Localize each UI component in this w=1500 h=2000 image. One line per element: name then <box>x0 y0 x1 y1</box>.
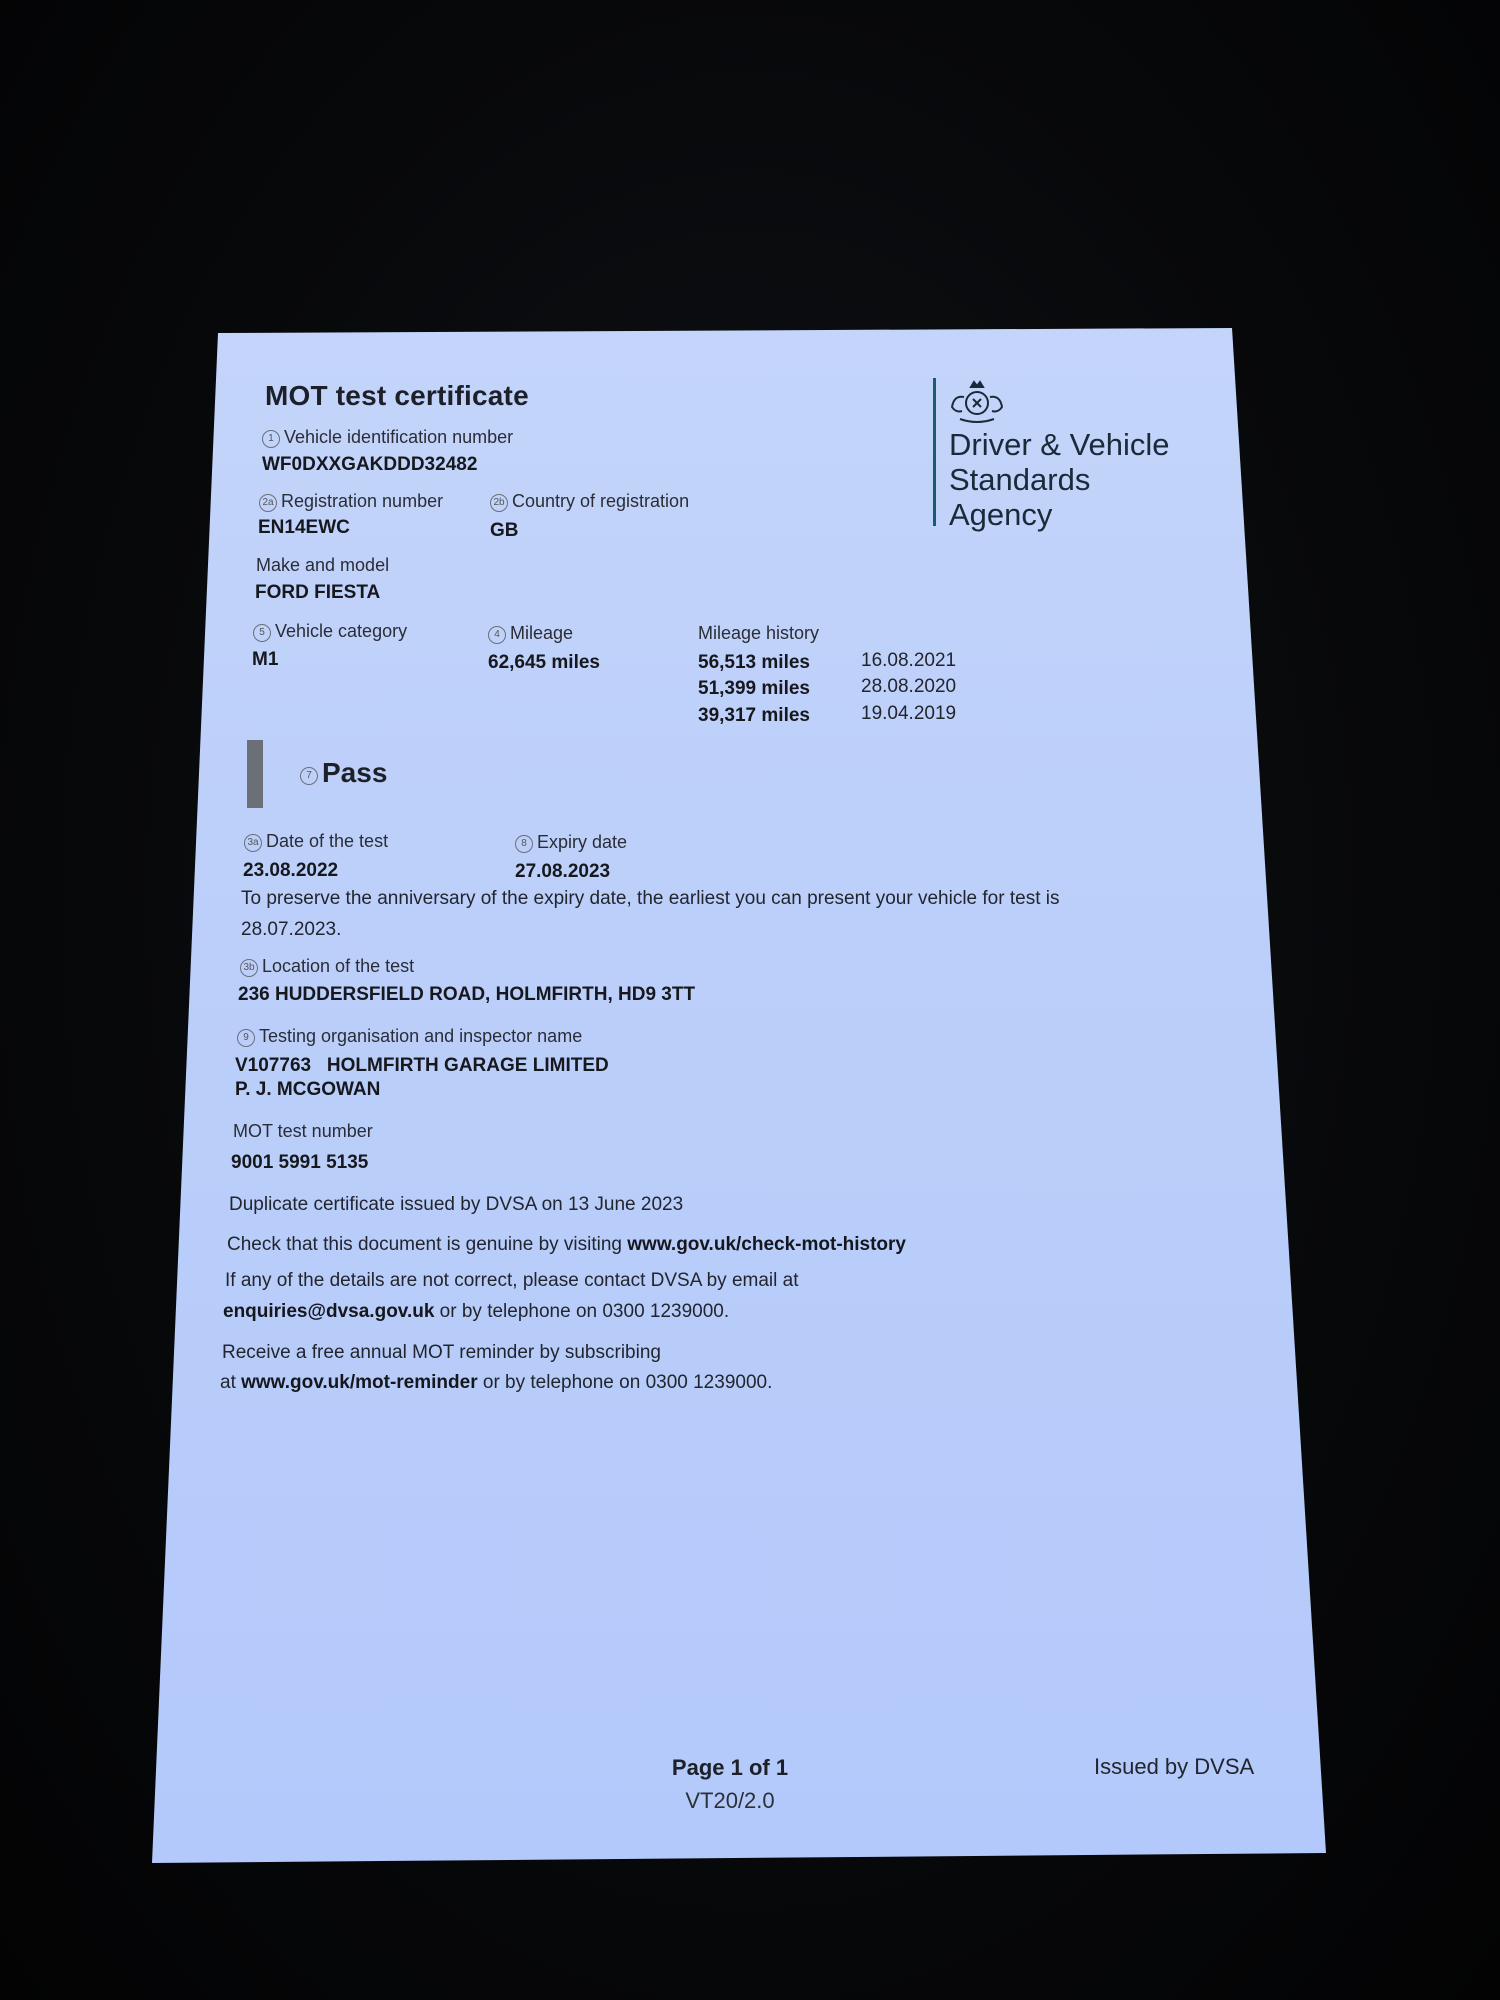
expiry-date-value: 27.08.2023 <box>515 861 611 882</box>
anniversary-note-line1: To preserve the anniversary of the expiry date, the earliest you can present your vehicle for test is <box>241 888 1060 909</box>
agency-divider <box>933 378 936 526</box>
category-value: M1 <box>252 649 279 670</box>
country-label: 2b Country of registration <box>490 491 689 512</box>
field-number-icon: 3a <box>244 834 262 852</box>
contact-line1: If any of the details are not correct, please contact DVSA by email at <box>225 1270 799 1291</box>
field-number-icon: 8 <box>515 835 533 853</box>
field-number-icon: 9 <box>237 1029 255 1047</box>
registration-label: 2a Registration number <box>259 491 443 512</box>
vin-label: 1 Vehicle identification number <box>262 427 513 448</box>
organisation-name: V107763 HOLMFIRTH GARAGE LIMITED <box>235 1055 609 1076</box>
reminder-line1: Receive a free annual MOT reminder by subscribing <box>222 1342 661 1363</box>
contact-line2: enquiries@dvsa.gov.uk or by telephone on 0300 1239000. <box>223 1301 730 1322</box>
check-mot-history-link[interactable]: www.gov.uk/check-mot-history <box>627 1234 906 1255</box>
vin-value: WF0DXXGAKDDD32482 <box>262 454 478 475</box>
issued-by: Issued by DVSA <box>1094 1754 1255 1779</box>
test-number-label: MOT test number <box>233 1121 373 1141</box>
registration-value: EN14EWC <box>258 517 350 538</box>
mileage-value: 62,645 miles <box>488 652 600 673</box>
location-value: 236 HUDDERSFIELD ROAD, HOLMFIRTH, HD9 3TT <box>238 984 696 1005</box>
make-model-value: FORD FIESTA <box>255 582 381 603</box>
country-value: GB <box>490 520 519 541</box>
location-label: 3b Location of the test <box>240 956 414 977</box>
category-label: 5 Vehicle category <box>253 621 407 642</box>
expiry-date-label: 8 Expiry date <box>515 832 627 853</box>
test-date-label: 3a Date of the test <box>244 831 388 852</box>
history-miles-1: 56,513 miles <box>698 652 810 673</box>
anniversary-note-line2: 28.07.2023. <box>241 919 342 940</box>
organisation-label: 9 Testing organisation and inspector name <box>237 1026 582 1047</box>
result-bar <box>247 740 263 808</box>
check-genuine-text: Check that this document is genuine by visiting www.gov.uk/check-mot-history <box>227 1234 906 1255</box>
inspector-name: P. J. MCGOWAN <box>235 1079 381 1100</box>
agency-name-line3: Agency <box>949 497 1053 532</box>
field-number-icon: 1 <box>262 430 280 448</box>
test-number-value: 9001 5991 5135 <box>231 1152 369 1173</box>
history-miles-2: 51,399 miles <box>698 678 810 699</box>
dvsa-email-link[interactable]: enquiries@dvsa.gov.uk <box>223 1301 435 1322</box>
make-model-label: Make and model <box>256 555 390 575</box>
mileage-history-label: Mileage history <box>698 623 820 643</box>
reminder-line2: at www.gov.uk/mot-reminder or by telephone on 0300 1239000. <box>220 1372 773 1393</box>
duplicate-note: Duplicate certificate issued by DVSA on 13 June 2023 <box>229 1194 684 1215</box>
field-number-icon: 4 <box>488 626 506 644</box>
form-code: VT20/2.0 <box>685 1788 775 1813</box>
page-number: Page 1 of 1 <box>671 1755 789 1780</box>
history-date-1: 16.08.2021 <box>861 650 957 671</box>
mot-reminder-link[interactable]: www.gov.uk/mot-reminder <box>241 1372 478 1393</box>
field-number-icon: 2b <box>490 494 508 512</box>
field-number-icon: 3b <box>240 959 258 977</box>
history-date-3: 19.04.2019 <box>861 703 957 724</box>
field-number-icon: 2a <box>259 494 277 512</box>
history-date-2: 28.08.2020 <box>861 676 957 697</box>
field-number-icon: 7 <box>300 767 318 785</box>
royal-crest-icon <box>946 377 1008 427</box>
test-date-value: 23.08.2022 <box>243 860 339 881</box>
certificate-title: MOT test certificate <box>265 380 529 411</box>
history-miles-3: 39,317 miles <box>698 705 810 726</box>
agency-name-line2: Standards <box>949 462 1091 497</box>
result-status: 7 Pass <box>300 757 387 789</box>
mileage-label: 4 Mileage <box>488 623 573 644</box>
agency-name-line1: Driver & Vehicle <box>949 427 1170 462</box>
field-number-icon: 5 <box>253 624 271 642</box>
